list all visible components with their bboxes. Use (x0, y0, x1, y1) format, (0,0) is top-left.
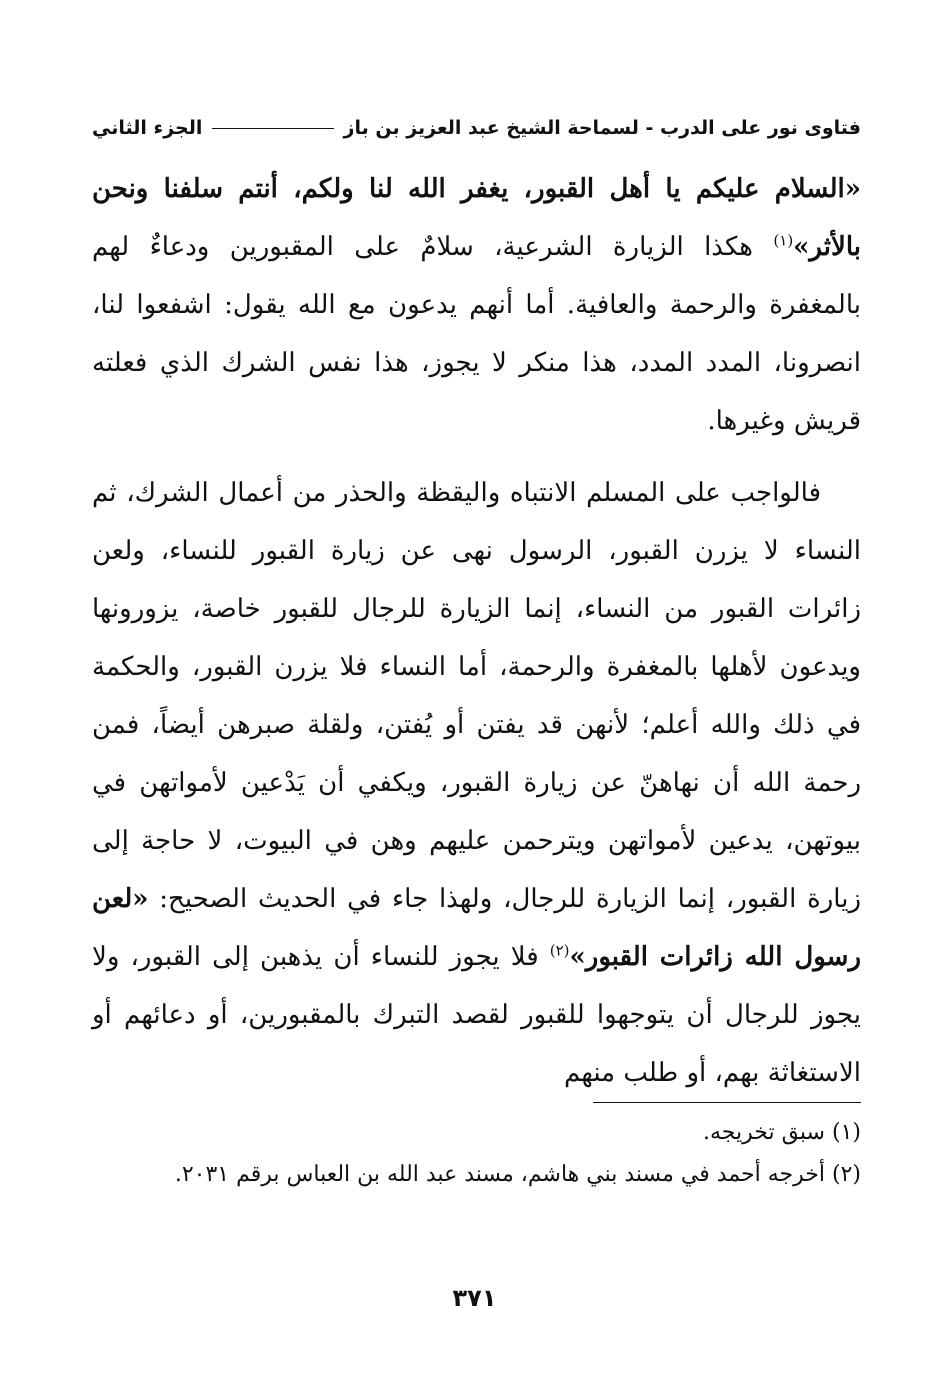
paragraph-2-text-continued: فلا يجوز للنساء أن يذهبن إلى القبور، ولا يجوز للرجال أن يتوجهوا للقبور لقصد التبرك بالمقبورين، أو دعائهم أو الاستغاثة بهم، أو طلب منهم (92, 942, 861, 1088)
footnotes (92, 1112, 861, 1196)
header-rule (212, 128, 333, 129)
main-text (92, 160, 861, 1102)
paragraph-2-text: فالواجب على المسلم الانتباه واليقظة والحذر من أعمال الشرك، ثم النساء لا يزرن القبور، الرسول نهى عن زيارة القبور للنساء، ولعن زائرات القبور من النساء، إنما الزيارة للرجال للقبور خاصة، يزورونها ويدعون لأهلها بالمغفرة والرحمة، أما النساء فلا يزرن القبور، والحكمة في ذلك والله أعلم؛ لأنهن قد يفتن أو يُفتن، ولقلة صبرهن أيضاً، فمن رحمة الله أن نهاهنّ عن زيارة القبور، ويكفي أن يَدْعين لأمواتهن في بيوتهن، يدعين لأمواتهن ويترحمن عليهم وهن في البيوت، لا حاجة إلى زيارة القبور، إنما الزيارة للرجال، ولهذا جاء في الحديث الصحيح: (92, 478, 861, 914)
running-header (92, 110, 861, 146)
footnote-ref-2: (٢) (549, 941, 570, 960)
hadith-quote: «السلام عليكم يا أهل القبور، يغفر الله لنا ولكم، أنتم سلفنا ونحن بالأثر» (92, 174, 861, 262)
running-title: فتاوى نور على الدرب - لسماحة الشيخ عبد العزيز بن باز (343, 117, 861, 139)
hadith-quote: «لعن رسول الله زائرات القبور» (92, 884, 861, 972)
paragraph-2 (92, 464, 861, 1102)
paragraph-1-text: هكذا الزيارة الشرعية، سلامٌ على المقبورين ودعاءٌ لهم بالمغفرة والرحمة والعافية. أما أنهم يدعون مع الله يقول: اشفعوا لنا، انصرونا، المدد المدد، هذا منكر لا يجوز، هذا نفس الشرك الذي فعلته قريش وغيرها. (92, 232, 861, 436)
page-number: ٣٧١ (452, 1284, 497, 1312)
footnote-1: (١) سبق تخريجه. (703, 1120, 861, 1145)
footnote-2: (٢) أخرجه أحمد في مسند بني هاشم، مسند عبد الله بن العباس برقم ٢٠٣١. (174, 1162, 861, 1187)
paragraph-1 (92, 160, 861, 450)
footnote-ref-1: (١) (773, 231, 794, 250)
part-label: الجزء الثاني (92, 117, 203, 139)
footnote-separator (593, 1102, 861, 1103)
